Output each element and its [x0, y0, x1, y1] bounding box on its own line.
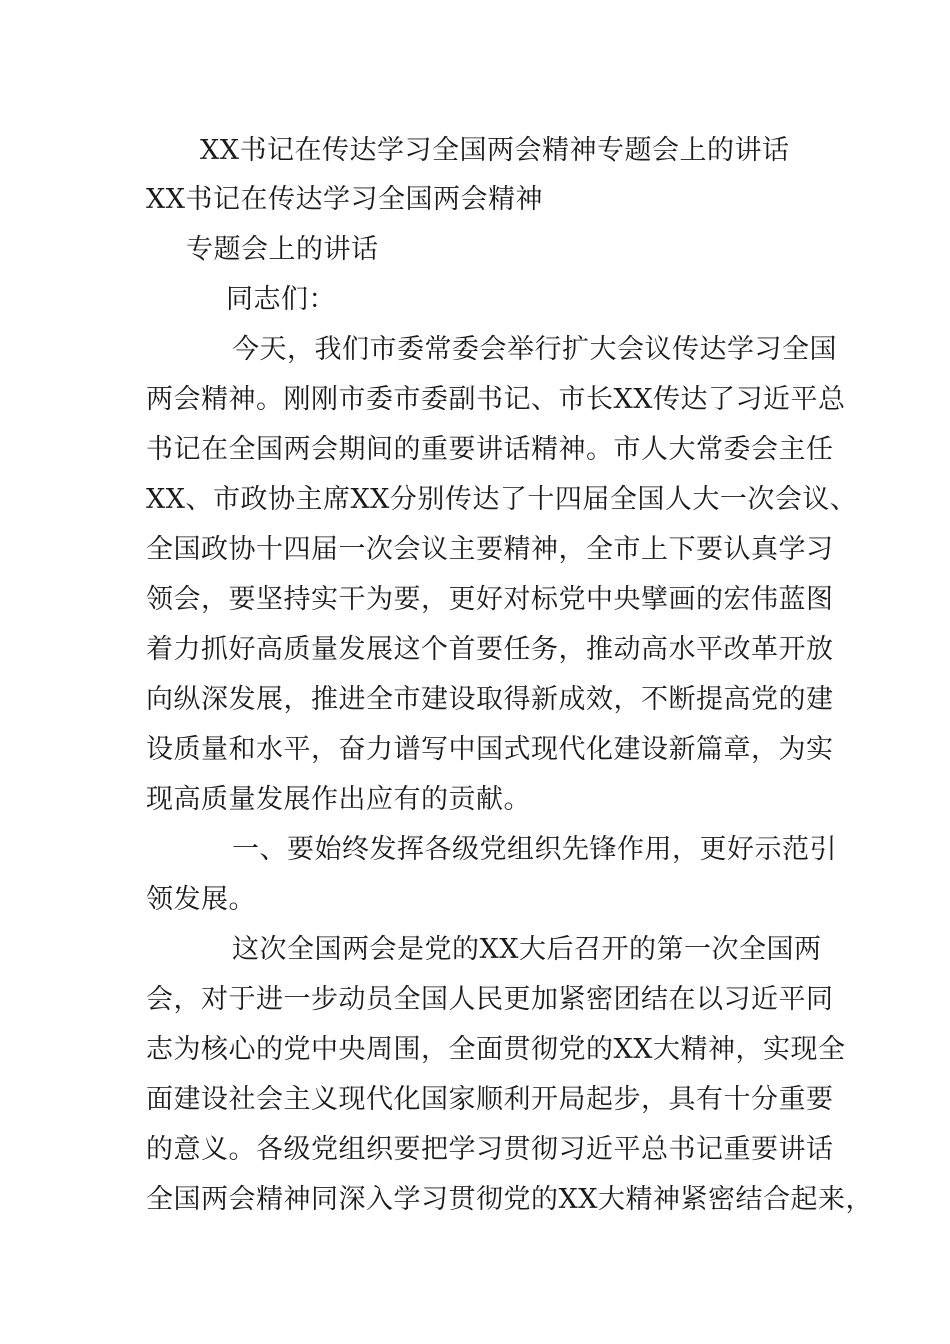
paragraph-1-line: 设质量和水平，奋力谱写中国式现代化建设新篇章，为实	[146, 734, 834, 765]
paragraph-1-line: 领会，要坚持实干为要，更好对标党中央擘画的宏伟蓝图	[146, 584, 834, 615]
paragraph-1-line: 书记在全国两会期间的重要讲话精神。市人大常委会主任	[146, 434, 834, 465]
section-heading-line: 领发展。	[146, 884, 256, 915]
paragraph-1-line: 两会精神。刚刚市委市委副书记、市长XX传达了习近平总	[146, 384, 846, 415]
salutation: 同志们：	[226, 284, 336, 315]
speech-title-line-1: XX书记在传达学习全国两会精神	[146, 184, 543, 215]
section-heading-line: 一、要始终发挥各级党组织先锋作用，更好示范引	[232, 834, 837, 865]
paragraph-1-line: XX、市政协主席XX分别传达了十四届全国人大一次会议、	[146, 484, 858, 515]
speech-title-line-2: 专题会上的讲话	[186, 234, 379, 265]
paragraph-1-line: 今天，我们市委常委会举行扩大会议传达学习全国	[232, 334, 837, 365]
paragraph-1-line: 向纵深发展，推进全市建设取得新成效，不断提高党的建	[146, 684, 834, 715]
paragraph-2-line: 全国两会精神同深入学习贯彻党的XX大精神紧密结合起来，	[146, 1184, 873, 1215]
paragraph-2-line: 的意义。各级党组织要把学习贯彻习近平总书记重要讲话	[146, 1134, 834, 1165]
document-title: XX书记在传达学习全国两会精神专题会上的讲话	[200, 135, 790, 166]
paragraph-1-line: 现高质量发展作出应有的贡献。	[146, 784, 531, 815]
paragraph-1-line: 着力抓好高质量发展这个首要任务，推动高水平改革开放	[146, 634, 834, 665]
paragraph-2-line: 这次全国两会是党的XX大后召开的第一次全国两	[232, 934, 822, 965]
paragraph-2-line: 会，对于进一步动员全国人民更加紧密团结在以习近平同	[146, 984, 834, 1015]
paragraph-2-line: 志为核心的党中央周围，全面贯彻党的XX大精神，实现全	[146, 1034, 846, 1065]
paragraph-2-line: 面建设社会主义现代化国家顺利开局起步，具有十分重要	[146, 1084, 834, 1115]
paragraph-1-line: 全国政协十四届一次会议主要精神，全市上下要认真学习	[146, 534, 834, 565]
